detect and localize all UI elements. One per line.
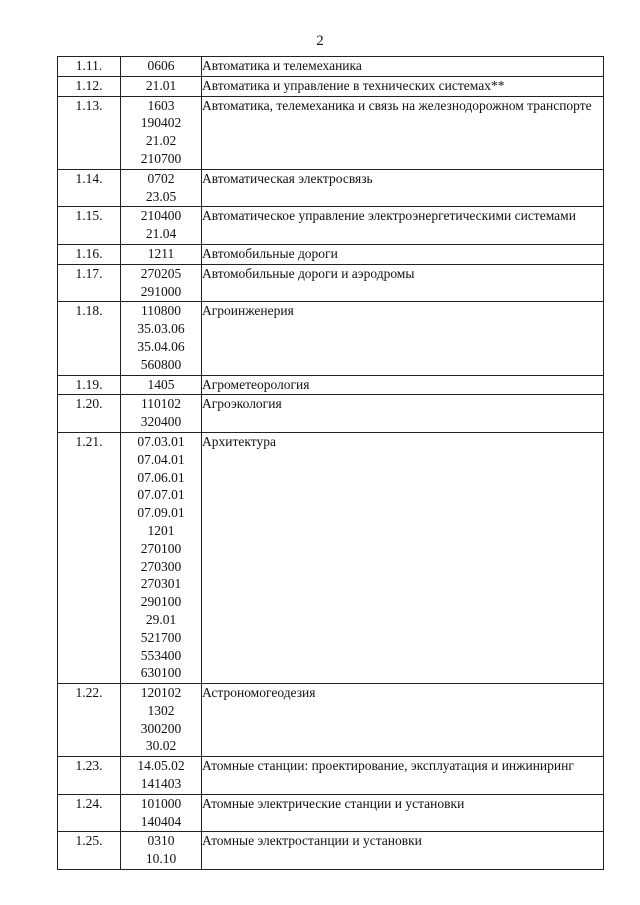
specialty-codes [121, 832, 202, 870]
specialty-code: 101000 [140, 795, 182, 811]
specialty-name: Атомные электрические станции и установки [202, 794, 604, 832]
specialty-code: 560800 [140, 356, 182, 372]
specialty-name: Автомобильные дороги и аэродромы [202, 264, 604, 302]
specialty-code: 270100 [140, 540, 182, 556]
item-number: 1.16. [58, 244, 121, 264]
specialty-name: Автомобильные дороги [202, 244, 604, 264]
item-number: 1.11. [58, 57, 121, 77]
specialty-codes [121, 244, 202, 264]
table-row [58, 264, 604, 302]
item-number: 1.18. [58, 302, 121, 375]
specialty-code: 1302 [147, 702, 175, 718]
specialty-code: 0310 [147, 833, 175, 849]
specialty-code: 190402 [140, 115, 182, 131]
specialty-code: 210400 [140, 208, 182, 224]
item-number: 1.23. [58, 757, 121, 795]
item-number: 1.24. [58, 794, 121, 832]
specialty-name: Астрономогеодезия [202, 684, 604, 757]
item-number: 1.12. [58, 76, 121, 96]
specialty-name: Атомные электростанции и установки [202, 832, 604, 870]
table-row [58, 207, 604, 245]
specialty-code: 23.05 [145, 188, 177, 204]
specialty-code: 35.04.06 [137, 338, 185, 354]
specialty-code: 0702 [147, 170, 175, 186]
specialty-code: 0606 [147, 58, 175, 73]
specialty-codes [121, 684, 202, 757]
specialty-code: 07.06.01 [137, 469, 185, 485]
specialty-name: Автоматика и телемеханика [202, 57, 604, 77]
specialty-code: 1201 [147, 522, 175, 538]
specialty-code: 210700 [140, 150, 182, 166]
specialty-code: 07.03.01 [137, 433, 185, 449]
specialty-code: 1603 [147, 97, 175, 113]
specialty-codes [121, 169, 202, 207]
specialty-name: Агрометеорология [202, 375, 604, 395]
table-row [58, 432, 604, 683]
specialty-code: 120102 [140, 685, 182, 701]
item-number: 1.25. [58, 832, 121, 870]
specialty-codes [121, 375, 202, 395]
specialty-codes [121, 76, 202, 96]
specialty-code: 10.10 [145, 851, 177, 867]
item-number: 1.19. [58, 375, 121, 395]
specialty-code: 141403 [140, 776, 182, 792]
specialty-code: 521700 [140, 629, 182, 645]
specialty-code: 21.04 [145, 226, 177, 242]
table-row [58, 757, 604, 795]
specialty-name: Агроинженерия [202, 302, 604, 375]
item-number: 1.13. [58, 96, 121, 169]
specialty-code: 110800 [141, 303, 181, 319]
specialty-codes [121, 264, 202, 302]
specialty-code: 07.04.01 [137, 451, 185, 467]
specialty-name: Автоматика, телемеханика и связь на железнодорожном транспорте [202, 96, 604, 169]
specialty-code: 270205 [140, 265, 182, 281]
specialty-code: 07.07.01 [137, 487, 185, 503]
item-number: 1.21. [58, 432, 121, 683]
specialty-codes [121, 794, 202, 832]
table-row [58, 76, 604, 96]
specialty-codes [121, 207, 202, 245]
specialty-name: Атомные станции: проектирование, эксплуатация и инжиниринг [202, 757, 604, 795]
specialty-codes [121, 432, 202, 683]
table-row [58, 794, 604, 832]
specialty-code: 270300 [140, 558, 182, 574]
specialty-code: 29.01 [145, 611, 177, 627]
table-row [58, 57, 604, 77]
item-number: 1.22. [58, 684, 121, 757]
table-body [58, 57, 604, 870]
specialty-code: 140404 [140, 813, 182, 829]
specialty-code: 1211 [147, 245, 175, 261]
item-number: 1.14. [58, 169, 121, 207]
specialty-code: 07.09.01 [137, 505, 185, 521]
specialty-code: 21.01 [145, 77, 177, 93]
specialty-code: 300200 [140, 720, 182, 736]
table-row [58, 832, 604, 870]
specialty-codes [121, 395, 202, 433]
specialty-name: Автоматическое управление электроэнергетическими системами [202, 207, 604, 245]
specialty-code: 21.02 [145, 133, 177, 149]
specialty-code: 1405 [147, 376, 175, 392]
specialty-code: 270301 [140, 576, 182, 592]
specialty-code: 290100 [140, 594, 182, 610]
specialty-name: Архитектура [202, 432, 604, 683]
specialty-table [57, 56, 604, 870]
specialty-codes [121, 57, 202, 77]
table-row [58, 96, 604, 169]
specialty-codes [121, 96, 202, 169]
table-row [58, 395, 604, 433]
specialty-code: 35.03.06 [137, 321, 185, 337]
table-row [58, 244, 604, 264]
specialty-name: Автоматическая электросвязь [202, 169, 604, 207]
specialty-code: 553400 [140, 647, 182, 663]
specialty-code: 630100 [140, 665, 182, 681]
item-number: 1.15. [58, 207, 121, 245]
page-number: 2 [316, 33, 324, 49]
table-row [58, 684, 604, 757]
specialty-codes [121, 302, 202, 375]
specialty-code: 320400 [140, 414, 182, 430]
specialty-codes [121, 757, 202, 795]
item-number: 1.17. [58, 264, 121, 302]
specialty-code: 110102 [141, 396, 181, 412]
specialty-name: Агроэкология [202, 395, 604, 433]
item-number: 1.20. [58, 395, 121, 433]
table-row [58, 302, 604, 375]
specialty-code: 14.05.02 [137, 758, 185, 774]
specialty-code: 291000 [140, 283, 182, 299]
table-row [58, 169, 604, 207]
specialty-name: Автоматика и управление в технических системах** [202, 76, 604, 96]
table-row [58, 375, 604, 395]
specialty-code: 30.02 [145, 738, 177, 754]
